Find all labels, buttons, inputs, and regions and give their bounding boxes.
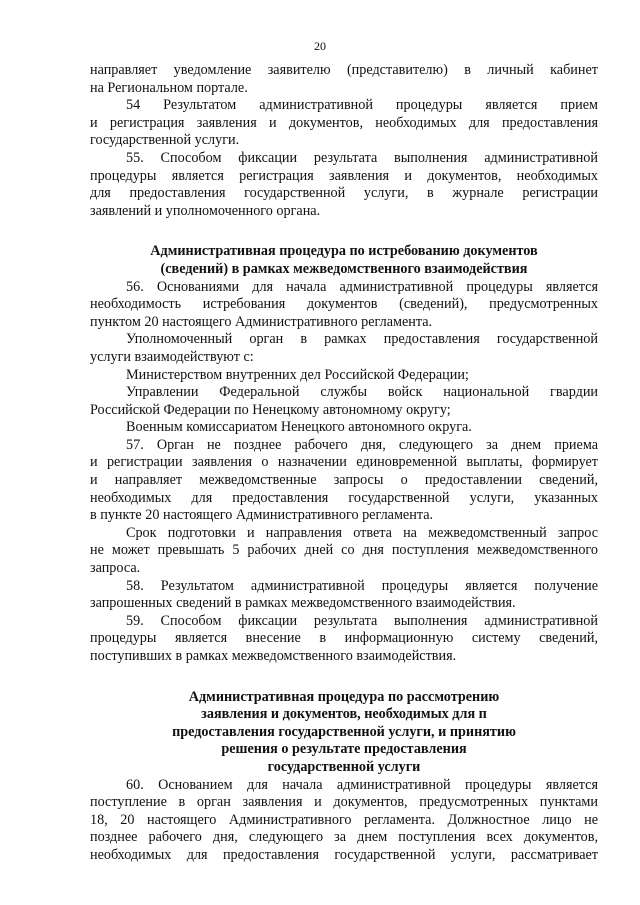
text-line: Военным комиссариатом Ненецкого автономного округа. — [126, 419, 472, 436]
text-line: 54 Результатом административной процедуры является прием — [126, 97, 598, 114]
text-line: 59. Способом фиксации результата выполнения административной — [126, 612, 598, 629]
text-line: Уполномоченный орган в рамках предоставления государственной — [126, 331, 598, 348]
text-line: запроса. — [90, 560, 141, 577]
document-body — [90, 62, 598, 865]
heading-line: государственной услуги — [267, 758, 421, 775]
paragraph-56 — [90, 279, 598, 332]
text-line: 58. Результатом административной процедуры является получение — [126, 577, 598, 594]
text-line: Министерством внутренних дел Российской Федерации; — [126, 366, 469, 383]
text-line: 60. Основанием для начала административной процедуры является — [126, 776, 598, 793]
text-line: государственной услуги. — [90, 132, 240, 149]
text-line: запрошенных сведений в рамках межведомственного взаимодействия. — [90, 595, 516, 612]
text-line: поступивших в рамках межведомственного взаимодействия. — [90, 648, 457, 664]
text-line: позднее рабочего дня, следующего за днем поступления всех документов, — [90, 829, 598, 846]
page-number: 20 — [314, 39, 326, 53]
paragraph-56-interaction — [90, 331, 598, 366]
text-line: 56. Основаниями для начала административной процедуры является — [126, 278, 598, 295]
text-line: 57. Орган не позднее рабочего дня, следующего за днем приема — [126, 436, 598, 453]
section-heading-review — [90, 689, 598, 777]
text-line: не может превышать 5 рабочих дней со дня поступления межведомственного — [90, 542, 598, 559]
text-line: в пункте 20 настоящего Административного регламента. — [90, 507, 434, 524]
paragraph-55 — [90, 150, 598, 220]
heading-line: Административная процедура по рассмотрению — [188, 688, 500, 705]
text-line: 55. Способом фиксации результата выполнения административной — [126, 149, 598, 166]
heading-line: Административная процедура по истребованию документов — [150, 243, 538, 260]
paragraph-57-deadline — [90, 525, 598, 578]
text-line: для предоставления государственной услуги, в журнале регистрации — [90, 185, 598, 202]
paragraph-58 — [90, 578, 598, 613]
paragraph-56-military — [90, 419, 598, 437]
paragraph-57 — [90, 437, 598, 525]
text-line: Срок подготовки и направления ответа на межведомственный запрос — [126, 524, 598, 541]
text-line: необходимых для предоставления государственной услуги, рассматривает — [90, 846, 598, 863]
text-line: 18, 20 настоящего Административного регламента. Должностное лицо не — [90, 811, 598, 828]
text-line: поступление в орган заявления и документов, предусмотренных пунктами — [90, 794, 598, 811]
text-line: необходимых для предоставления государственной услуги, указанных — [90, 489, 598, 506]
text-line: пунктом 20 настоящего Административного регламента. — [90, 313, 433, 330]
section-heading-interagency — [90, 243, 598, 278]
heading-line: решения о результате предоставления — [221, 741, 467, 758]
heading-line: (сведений) в рамках межведомственного взаимодействия — [160, 260, 528, 277]
text-line: заявлений и уполномоченного органа. — [90, 202, 321, 219]
paragraph-54 — [90, 97, 598, 150]
paragraph-56-rosgvardia — [90, 384, 598, 419]
heading-line: заявления и документов, необходимых для п — [201, 706, 487, 723]
text-line: и регистрация заявления и документов, необходимых для предоставления — [90, 114, 598, 131]
text-line: и регистрации заявления о назначении единовременной выплаты, формирует — [90, 454, 598, 471]
text-line: и направляет межведомственные запросы о предоставлении сведений, — [90, 472, 598, 489]
text-line: услуги взаимодействуют с: — [90, 348, 254, 365]
text-line: Управлении Федеральной службы войск национальной гвардии — [126, 384, 598, 401]
paragraph-59 — [90, 613, 598, 666]
text-line: процедуры является регистрация заявления и документов, необходимых — [90, 167, 598, 184]
text-line: на Региональном портале. — [90, 79, 248, 96]
text-line: необходимость истребования документов (сведений), предусмотренных — [90, 296, 598, 313]
text-line: направляет уведомление заявителю (представителю) в личный кабинет — [90, 62, 598, 78]
paragraph-56-mvd — [90, 367, 598, 385]
text-line: процедуры является внесение в информационную систему сведений, — [90, 630, 598, 647]
paragraph-60 — [90, 777, 598, 865]
heading-line: предоставления государственной услуги, и принятию — [172, 723, 516, 740]
paragraph-continuation — [90, 62, 598, 97]
text-line: Российской Федерации по Ненецкому автономному округу; — [90, 401, 451, 418]
